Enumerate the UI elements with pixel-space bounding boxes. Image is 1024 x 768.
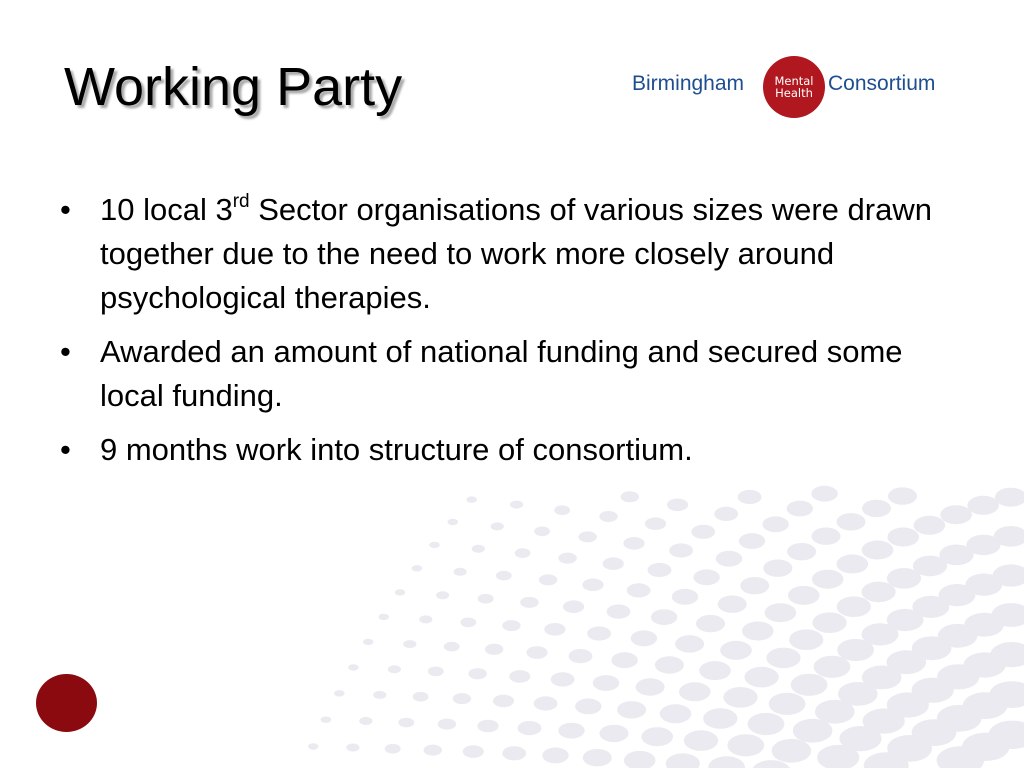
decoration-dot	[466, 496, 477, 502]
decoration-dot	[648, 563, 672, 577]
decoration-dot	[385, 744, 401, 754]
decoration-dot	[660, 704, 692, 723]
decoration-dot	[811, 486, 837, 502]
decoration-dot	[763, 560, 792, 577]
decoration-dot	[624, 751, 656, 768]
corner-red-dot	[36, 674, 97, 732]
decoration-dot	[727, 734, 764, 756]
decoration-dot	[478, 594, 494, 604]
decoration-dot	[787, 543, 816, 560]
decoration-dot	[762, 516, 788, 532]
logo-circle-health: Health	[775, 86, 813, 100]
bullet-2-text: Awarded an amount of national funding and secured some local funding.	[100, 334, 903, 413]
decoration-dot	[837, 513, 866, 530]
consortium-logo	[632, 56, 962, 120]
decoration-dot	[496, 571, 512, 581]
bullet-list	[58, 188, 968, 482]
decoration-dot	[551, 672, 575, 686]
decoration-dot	[617, 701, 646, 718]
decoration-dot	[419, 615, 432, 623]
decoration-dot	[679, 682, 711, 701]
decoration-dot	[518, 721, 542, 735]
decoration-dot	[424, 745, 442, 756]
bullet-1-text-post: Sector organisations of various sizes were drawn together due to the need to work more closely around psychological therapies.	[100, 192, 932, 315]
decoration-dot	[558, 553, 576, 564]
decoration-dot	[748, 713, 785, 735]
decoration-dot	[544, 623, 565, 636]
decoration-dot	[693, 569, 719, 585]
decoration-dot	[837, 555, 869, 574]
decoration-dot	[684, 730, 718, 751]
decoration-dot	[582, 579, 603, 592]
logo-circle	[763, 56, 825, 118]
decoration-dot	[493, 695, 514, 708]
decoration-dot	[534, 527, 550, 537]
decoration-dot	[813, 612, 847, 633]
decoration-dot	[967, 496, 999, 515]
decoration-dot	[621, 491, 639, 502]
decoration-dot	[769, 693, 806, 715]
decoration-dot	[940, 505, 972, 524]
decoration-dot	[558, 723, 584, 739]
decoration-dot	[607, 605, 631, 619]
bullet-item-2	[58, 330, 968, 418]
decoration-dot	[491, 522, 504, 530]
decoration-dot	[395, 589, 406, 595]
decoration-dot	[583, 749, 612, 766]
decoration-dot	[334, 690, 345, 696]
decoration-dot	[738, 490, 762, 504]
decoration-dot	[669, 543, 693, 557]
logo-consortium-text: Consortium	[828, 72, 936, 95]
bullet-mark: •	[60, 334, 71, 369]
decoration-dot	[745, 667, 779, 688]
logo-birmingham-text: Birmingham	[632, 72, 745, 95]
bullet-mark: •	[60, 432, 71, 467]
decoration-dot	[448, 519, 459, 525]
decoration-dot	[696, 615, 725, 632]
decoration-dot	[740, 577, 769, 594]
decoration-dot	[812, 528, 841, 545]
decoration-dot	[837, 596, 871, 617]
decoration-dot	[887, 528, 919, 547]
decoration-dot	[716, 551, 742, 567]
decoration-dot	[814, 656, 851, 678]
decoration-dot	[862, 500, 891, 517]
decoration-dot	[308, 743, 319, 749]
decoration-dot	[772, 739, 812, 763]
decoration-dot	[472, 545, 485, 553]
decoration-dot	[412, 565, 423, 571]
decoration-dot	[542, 748, 568, 764]
decoration-dot	[739, 533, 765, 549]
decoration-dot	[666, 753, 700, 768]
decoration-dot	[468, 668, 486, 679]
decoration-dot	[914, 516, 946, 535]
bullet-3-text: 9 months work into structure of consortium.	[100, 432, 693, 467]
decoration-dot	[742, 622, 774, 641]
decoration-dot	[539, 574, 557, 585]
decoration-dot	[554, 505, 570, 515]
decoration-dot	[787, 501, 813, 517]
decoration-dot	[667, 499, 688, 512]
decoration-dot	[520, 597, 538, 608]
bullet-1-text-pre: 10 local 3	[100, 192, 233, 227]
decoration-dot	[403, 640, 416, 648]
decoration-dot	[791, 674, 828, 696]
decoration-dot	[611, 652, 637, 668]
bullet-1-superscript: rd	[232, 191, 250, 212]
decoration-dot	[460, 618, 476, 628]
decoration-dot	[603, 557, 624, 570]
bullet-mark: •	[60, 192, 71, 227]
decoration-dot	[379, 614, 390, 620]
decoration-dot	[765, 603, 797, 622]
decoration-dot	[862, 582, 896, 603]
decoration-dot	[651, 609, 677, 625]
decoration-dot	[691, 525, 715, 539]
decoration-dot	[502, 746, 526, 760]
decoration-dot	[579, 531, 597, 542]
decoration-dot	[723, 687, 757, 708]
decoration-dot	[429, 542, 440, 548]
decoration-dot	[563, 600, 584, 613]
decoration-dot	[645, 517, 666, 530]
decoration-dot	[413, 692, 429, 702]
decoration-dot	[388, 665, 401, 673]
decoration-dot	[655, 656, 684, 673]
decoration-dot	[789, 629, 823, 650]
decoration-dot	[599, 511, 617, 522]
decoration-dot	[515, 548, 531, 558]
decoration-dot	[373, 691, 386, 699]
decoration-dot	[502, 620, 520, 631]
decoration-dot	[534, 696, 558, 710]
logo-circle-mental: Mental	[774, 74, 814, 88]
decoration-dot	[627, 583, 651, 597]
decoration-dot	[708, 756, 745, 768]
bullet-item-1	[58, 188, 968, 320]
decoration-dot	[862, 541, 894, 560]
decoration-dot	[453, 693, 471, 704]
decoration-dot	[788, 586, 820, 605]
decoration-dot	[436, 591, 449, 599]
decoration-dot	[641, 727, 673, 746]
decoration-dot	[812, 570, 844, 589]
decoration-dot	[477, 720, 498, 733]
decoration-dot	[569, 649, 593, 663]
decoration-dot	[714, 507, 738, 521]
decoration-dot	[363, 639, 374, 645]
bullet-item-3	[58, 428, 968, 472]
decoration-dot	[428, 667, 444, 677]
decoration-dot	[720, 641, 752, 660]
decoration-dot	[995, 488, 1024, 507]
decoration-dot	[348, 664, 359, 670]
decoration-dot	[444, 642, 460, 652]
decoration-dot	[454, 568, 467, 576]
decoration-dot	[438, 719, 456, 730]
decoration-dot	[675, 635, 704, 652]
decoration-dot	[703, 708, 737, 729]
decoration-dot	[485, 644, 503, 655]
decoration-dot	[510, 501, 523, 509]
decoration-dot	[888, 487, 917, 504]
decoration-dot	[593, 675, 619, 691]
decoration-dot	[623, 537, 644, 550]
decoration-dot	[359, 717, 372, 725]
decoration-dot	[321, 717, 332, 723]
decoration-dot	[587, 626, 611, 640]
decoration-dot	[346, 744, 359, 752]
decoration-dot	[509, 670, 530, 683]
decoration-dot	[672, 589, 698, 605]
decoration-dot	[575, 699, 601, 715]
decoration-dot	[398, 718, 414, 728]
slide-title: Working Party	[64, 57, 403, 117]
decoration-dot	[631, 630, 657, 646]
decoration-dot	[766, 648, 800, 669]
decoration-dot	[718, 596, 747, 613]
decoration-dot	[636, 678, 665, 695]
decoration-dot	[699, 661, 731, 680]
decoration-dot	[463, 745, 484, 758]
decoration-dot	[526, 646, 547, 659]
decoration-dot	[600, 725, 629, 742]
